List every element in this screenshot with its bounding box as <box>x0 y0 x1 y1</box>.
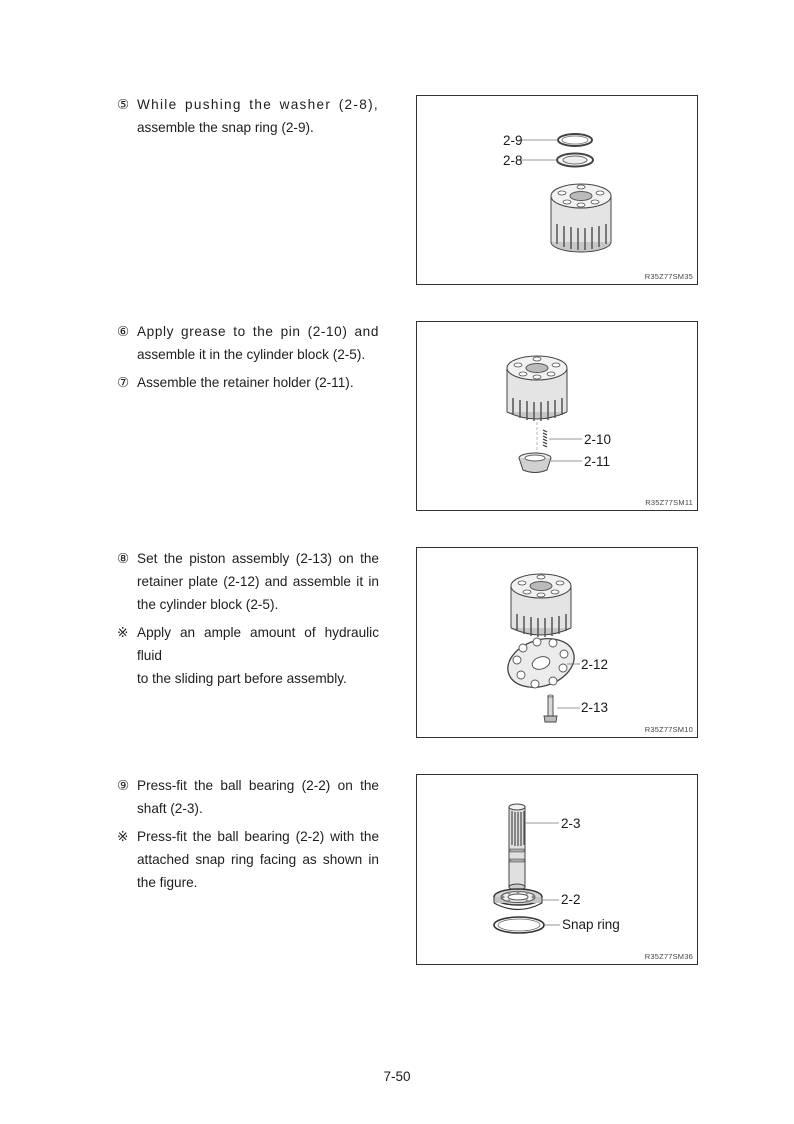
callout-label: 2-13 <box>581 700 609 715</box>
snap-ring-diagram <box>417 96 697 284</box>
figure-ball-bearing-shaft <box>416 774 698 965</box>
step-text-line: Press-fit the ball bearing (2-2) on the <box>137 778 379 793</box>
step-marker: ⑤ <box>117 97 130 112</box>
note-hydraulic-fluid <box>117 621 379 667</box>
note-text-line: Apply an ample amount of hydraulic fluid <box>137 625 379 663</box>
step-text-line: shaft (2-3). <box>137 801 203 816</box>
callout-label: 2-8 <box>503 153 523 168</box>
figure-code: R35Z77SM36 <box>644 952 693 961</box>
figure-piston-retainer-plate <box>416 547 698 738</box>
step-9 <box>117 774 379 894</box>
step-marker: ⑥ <box>117 324 130 339</box>
bearing-shaft-diagram <box>417 775 697 964</box>
step-text-line: Assemble the retainer holder (2-11). <box>137 375 354 390</box>
callout-label: 2-3 <box>561 816 581 831</box>
step-text-line: assemble the snap ring (2-9). <box>137 120 314 135</box>
callout-label: 2-9 <box>503 133 523 148</box>
note-bearing-orientation <box>117 825 379 848</box>
step-7 <box>117 371 379 394</box>
step-text-line: Apply grease to the pin (2-10) and <box>137 324 379 339</box>
figure-code: R35Z77SM10 <box>644 725 693 734</box>
step-marker: ⑧ <box>117 551 130 566</box>
step-6 <box>117 320 379 394</box>
step-5 <box>117 93 379 139</box>
callout-label: 2-10 <box>584 432 612 447</box>
figure-code: R35Z77SM11 <box>645 498 693 507</box>
step-text-line: the cylinder block (2-5). <box>137 597 279 612</box>
piston-plate-diagram <box>417 548 697 737</box>
note-text-line: the figure. <box>137 875 198 890</box>
callout-label: 2-11 <box>584 454 611 469</box>
step-marker: ⑦ <box>117 375 130 390</box>
step-text-line: While pushing the washer (2-8), <box>137 97 379 112</box>
step-text-line: Set the piston assembly (2-13) on the <box>137 551 379 566</box>
figure-snap-ring-assembly <box>416 95 698 285</box>
callout-label: 2-2 <box>561 892 581 907</box>
note-marker: ※ <box>117 829 129 844</box>
note-text-line: to the sliding part before assembly. <box>137 671 347 686</box>
note-text-line: Press-fit the ball bearing (2-2) with the <box>137 829 379 844</box>
note-text-line: attached snap ring facing as shown in <box>137 852 379 867</box>
page-number: 7-50 <box>383 1069 411 1084</box>
figure-pin-retainer-holder <box>416 321 698 511</box>
step-text-line: assemble it in the cylinder block (2-5). <box>137 347 366 362</box>
callout-label: 2-12 <box>581 657 609 672</box>
note-marker: ※ <box>117 625 129 640</box>
callout-label: Snap ring <box>562 917 620 932</box>
pin-retainer-diagram <box>417 322 697 510</box>
figure-code: R35Z77SM35 <box>644 272 693 281</box>
step-marker: ⑨ <box>117 778 130 793</box>
step-8 <box>117 547 379 690</box>
step-text-line: retainer plate (2-12) and assemble it in <box>137 574 379 589</box>
